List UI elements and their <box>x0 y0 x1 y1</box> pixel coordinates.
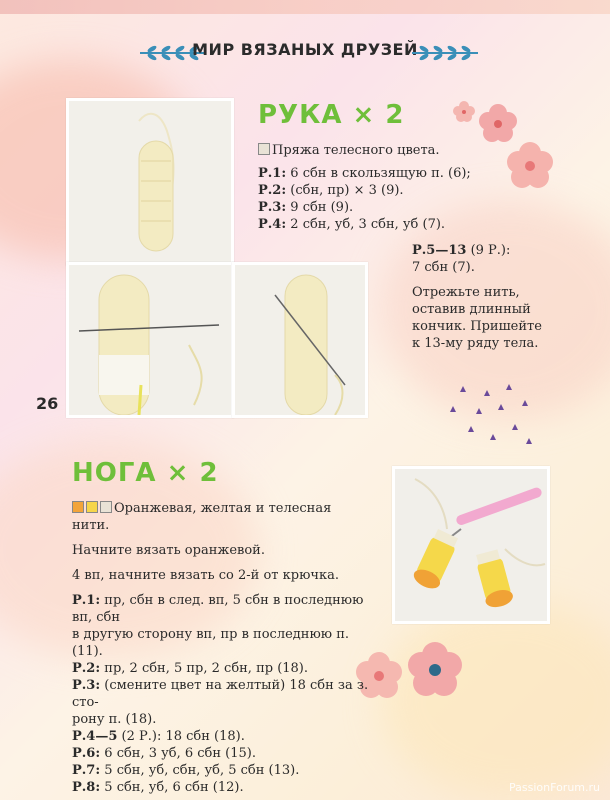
arm-continuation <box>412 242 572 352</box>
leg-row: Р.6: 6 сбн, 3 уб, 6 сбн (15). <box>72 746 256 761</box>
arm-finish-line: к 13-му ряду тела. <box>412 336 539 351</box>
page-header <box>0 40 610 66</box>
yellow-swatch <box>86 501 98 513</box>
header-title: МИР ВЯЗАНЫХ ДРУЗЕЙ <box>192 40 418 59</box>
crochet-arm-needle-image <box>69 265 231 415</box>
arm-section-title: РУКА × 2 <box>258 100 405 130</box>
leg-instructions <box>72 500 372 796</box>
leg-photo <box>392 466 550 624</box>
orange-swatch <box>72 501 84 513</box>
leg-row: в другую сторону вп, пр в последнюю п. (11). <box>72 627 350 659</box>
crochet-leg-image <box>395 469 547 621</box>
arm-row5-label: Р.5—13 <box>412 243 467 258</box>
top-border <box>0 0 610 14</box>
leg-start: Начните вязать оранжевой. <box>72 543 265 558</box>
arm-finish-line: Отрежьте нить, <box>412 285 520 300</box>
leg-row: Р.1: пр, сбн в след. вп, 5 сбн в последнюю вп, сбн <box>72 593 364 625</box>
crochet-arm-side-image <box>235 265 365 415</box>
flower-cluster-top-icon <box>450 96 580 206</box>
arm-finish-line: оставив длинный <box>412 302 531 317</box>
leg-yarn-line <box>72 500 372 534</box>
flesh-swatch <box>258 143 270 155</box>
leg-section-title: НОГА × 2 <box>72 458 219 488</box>
leg-row: Р.7: 5 сбн, уб, сбн, уб, 5 сбн (13). <box>72 763 300 778</box>
leg-row: Р.8: 5 сбн, уб, 6 сбн (12). <box>72 780 244 795</box>
leg-yarn: Оранжевая, желтая и телесная нити. <box>72 501 332 533</box>
crochet-arm-image <box>69 101 231 263</box>
leg-row: Р.3: (смените цвет на желтый) 18 сбн за з. сто- <box>72 678 369 710</box>
arm-finish-line: кончик. Пришейте <box>412 319 542 334</box>
arm-row5-text: 7 сбн (7). <box>412 260 475 275</box>
arm-yarn: Пряжа телесного цвета. <box>272 143 440 158</box>
triangle-confetti-icon <box>440 382 540 462</box>
arm-row: Р.2: (сбн, пр) × 3 (9). <box>258 183 404 198</box>
leg-row: Р.4—5 (2 Р.): 18 сбн (18). <box>72 729 245 744</box>
leg-row: рону п. (18). <box>72 712 157 727</box>
arm-photo-3 <box>232 262 368 418</box>
leg-row: Р.2: пр, 2 сбн, 5 пр, 2 сбн, пр (18). <box>72 661 309 676</box>
arm-row: Р.3: 9 сбн (9). <box>258 200 354 215</box>
arm-row: Р.4: 2 сбн, уб, 3 сбн, уб (7). <box>258 217 446 232</box>
leg-chain: 4 вп, начните вязать со 2-й от крючка. <box>72 568 339 583</box>
arm-row5-count: (9 Р.): <box>466 243 511 258</box>
right-sprig-icon <box>410 44 480 62</box>
watermark: PassionForum.ru <box>509 781 600 794</box>
arm-photo-2 <box>66 262 234 418</box>
page-number: 26 <box>36 394 59 413</box>
arm-row: Р.1: 6 сбн в скользящую п. (6); <box>258 166 471 181</box>
flesh-swatch <box>100 501 112 513</box>
arm-photo-1 <box>66 98 234 266</box>
